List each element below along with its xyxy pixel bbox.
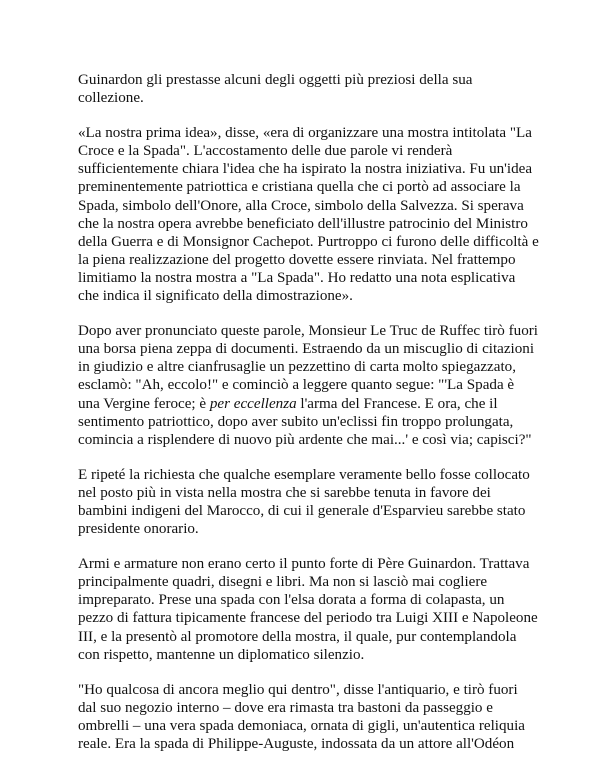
text-line: in giudizio e altre cianfrusaglie un pezzettino di carta molto spiegazzato, bbox=[78, 359, 516, 376]
text-line: impreparato. Prese una spada con l'elsa dorata a forma di colapasta, un bbox=[78, 592, 505, 609]
text-line: dal suo negozio interno – dove era rimasta tra bastoni da passeggio e bbox=[78, 699, 493, 716]
text-line: con rispetto, mantenne un diplomatico silenzio. bbox=[78, 646, 365, 663]
paragraph bbox=[78, 71, 540, 107]
text-line: collezione. bbox=[78, 90, 144, 107]
text-line: nel posto più in vista nella mostra che si sarebbe tenuta in favore dei bbox=[78, 484, 491, 501]
text-line: comincia a risplendere di nuovo più ardente che mai...' e così via; capisci?" bbox=[78, 431, 532, 448]
paragraph bbox=[78, 124, 540, 305]
text-line: la piena realizzazione del progetto dovette essere rinviata. Nel frattempo bbox=[78, 251, 516, 268]
text-line: sentimento patriottico, dopo aver subito un'eclissi fin troppo prolungata, bbox=[78, 413, 514, 430]
text-line: della Guerra e di Monsignor Cachepot. Purtroppo ci furono delle difficoltà e bbox=[78, 233, 539, 250]
document-page bbox=[78, 71, 540, 770]
text-line: «La nostra prima idea», disse, «era di organizzare una mostra intitolata "La bbox=[78, 125, 532, 142]
text-line: principalmente quadri, disegni e libri. Ma non si lasciò mai cogliere bbox=[78, 574, 488, 591]
paragraph bbox=[78, 555, 540, 664]
text-line: esclamò: "Ah, eccolo!" e cominciò a leggere quanto segue: "'La Spada è bbox=[78, 377, 515, 394]
text-line: preminentemente patriottica e cristiana quella che ci portò ad associare la bbox=[78, 179, 521, 196]
italic-text: per eccellenza bbox=[209, 395, 297, 412]
text-line: Guinardon gli prestasse alcuni degli oggetti più preziosi della sua bbox=[78, 72, 473, 88]
text-line: E ripeté la richiesta che qualche esemplare veramente bello fosse collocato bbox=[78, 466, 530, 483]
text-line: Dopo aver pronunciato queste parole, Monsieur Le Truc de Ruffec tirò fuori bbox=[78, 323, 538, 340]
text-line: che la nostra opera avrebbe beneficiato dell'illustre patrocinio del Ministro bbox=[78, 215, 528, 232]
paragraph bbox=[78, 466, 540, 538]
text-line: Armi e armature non erano certo il punto forte di Père Guinardon. Trattava bbox=[78, 556, 530, 573]
paragraph bbox=[78, 681, 540, 753]
text-line: bambini indigeni del Marocco, di cui il generale d'Esparvieu sarebbe stato bbox=[78, 502, 526, 519]
text-line: una Vergine feroce; è per eccellenza l'arma del Francese. E ora, che il bbox=[78, 395, 498, 412]
text-line: pezzo di fattura tipicamente francese del periodo tra Luigi XIII e Napoleone bbox=[78, 610, 538, 627]
text-line: reale. Era la spada di Philippe-Auguste, indossata da un attore all'Odéon bbox=[78, 736, 515, 752]
text-line: presidente onorario. bbox=[78, 521, 199, 538]
text-line: "Ho qualcosa di ancora meglio qui dentro", disse l'antiquario, e tirò fuori bbox=[78, 681, 518, 698]
text-line: che indica il significato della dimostrazione». bbox=[78, 288, 353, 305]
text-line: III, e la presentò al promotore della mostra, il quale, pur contemplandola bbox=[78, 628, 517, 645]
text-line: Croce e la Spada". L'accostamento delle due parole vi renderà bbox=[78, 143, 453, 160]
text-line: una borsa piena zeppa di documenti. Estraendo da un miscuglio di citazioni bbox=[78, 341, 535, 358]
text-line: limitiamo la nostra mostra a "La Spada". Ho redatto una nota esplicativa bbox=[78, 269, 516, 286]
paragraph bbox=[78, 322, 540, 449]
text-line: ombrelli – una vera spada demoniaca, ornata di gigli, un'autentica reliquia bbox=[78, 717, 525, 734]
text-line: sufficientemente chiara l'idea che ha ispirato la nostra iniziativa. Fu un'idea bbox=[78, 161, 533, 178]
text-line: Spada, simbolo dell'Onore, alla Croce, simbolo della Salvezza. Si sperava bbox=[78, 197, 524, 214]
